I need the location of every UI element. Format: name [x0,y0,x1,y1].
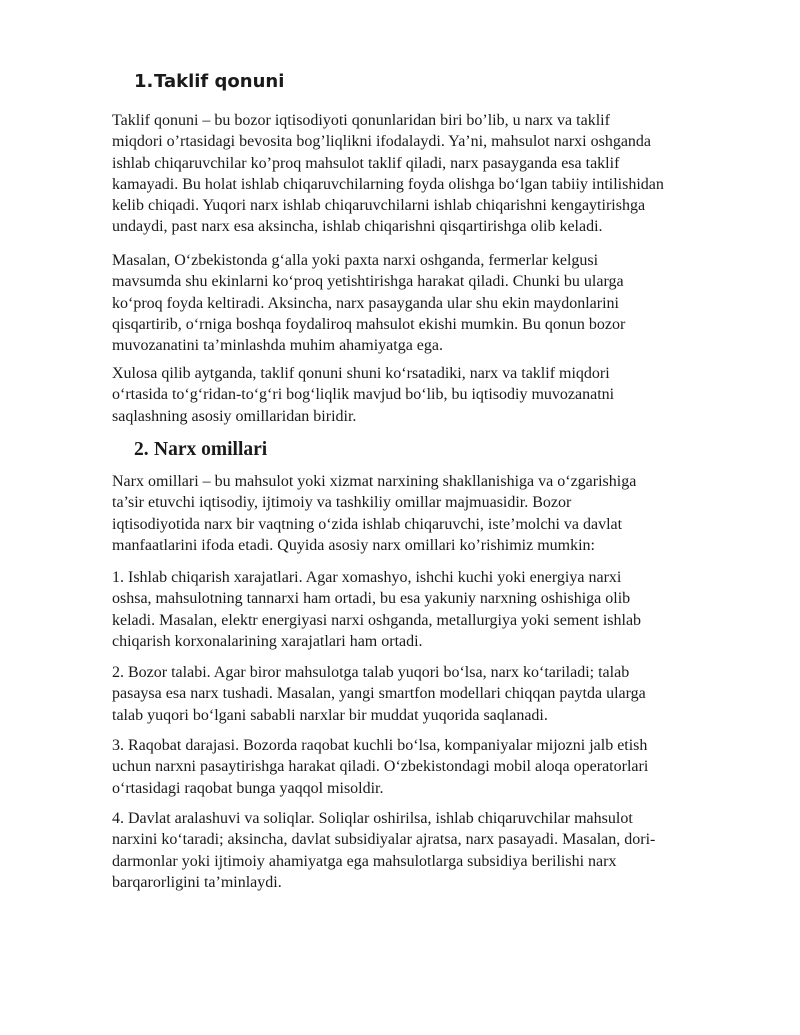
text-line: talab yuqori bo‘lgani sababli narxlar bir muddat yuqorida saqlanadi. [112,706,548,724]
text-line: pasaysa esa narx tushadi. Masalan, yangi smartfon modellari chiqqan paytda ularga [112,685,646,703]
text-line: Masalan, O‘zbekistonda g‘alla yoki paxta narxi oshganda, fermerlar kelgusi [112,252,599,269]
section-2-paragraph-1 [112,471,736,556]
text-line: Narx omillari – bu mahsulot yoki xizmat narxining shakllanishiga va o‘zgarishiga [112,473,637,490]
text-line: undaydi, past narx esa aksincha, ishlab chiqarishni qisqartirishga olib keladi. [112,218,603,236]
text-line: 1. Ishlab chiqarish xarajatlari. Agar xomashyo, ishchi kuchi yoki energiya narxi [112,569,622,586]
section-2-paragraph-5 [112,808,736,893]
text-line: ishlab chiqaruvchilar ko’proq mahsulot taklif qiladi, narx pasayganda esa taklif [112,154,620,172]
text-line: uchun narxni pasaytirishga harakat qiladi. O‘zbekistondagi mobil aloqa operatorlari [112,758,649,776]
text-line: qisqartirib, o‘rniga boshqa foydaliroq mahsulot ekishi mumkin. Bu qonun bozor [112,315,626,333]
text-line: barqarorligini ta’minlaydi. [112,873,282,891]
text-line: o‘rtasidagi raqobat bunga yaqqol misoldir. [112,779,384,797]
text-line: muvozanatini ta’minlashda muhim ahamiyatga ega. [112,337,444,355]
text-line: kamayadi. Bu holat ishlab chiqaruvchilarning foyda olishga bo‘lgan tabiiy intilishidan [112,175,664,193]
text-line: Taklif qonuni – bu bozor iqtisodiyoti qonunlaridan biri bo’lib, u narx va taklif [112,112,610,129]
text-line: kelib chiqadi. Yuqori narx ishlab chiqaruvchilarni ishlab chiqarishni kengaytirishga [112,197,646,215]
text-line: narxini ko‘taradi; aksincha, davlat subsidiyalar ajratsa, narx pasayadi. Masalan, dori- [112,831,656,849]
section-1-heading [134,69,284,95]
text-line: miqdori o’rtasidagi bevosita bog’liqlikni ifodalaydi. Ya’ni, mahsulot narxi oshganda [112,133,652,151]
text-line: ta’sir etuvchi iqtisodiy, ijtimoiy va tashkiliy omillar majmuasidir. Bozor [112,494,572,512]
section-1-paragraph-1 [112,110,736,238]
section-1-paragraph-2 [112,250,736,356]
text-line: Xulosa qilib aytganda, taklif qonuni shuni ko‘rsatadiki, narx va taklif miqdori [112,365,610,382]
text-line: chiqarish korxonalarining xarajatlari ham ortadi. [112,632,423,650]
section-2-paragraph-4 [112,735,736,799]
text-line: 2. Bozor talabi. Agar biror mahsulotga talab yuqori bo‘lsa, narx ko‘tariladi; talab [112,664,630,681]
text-line: oshsa, mahsulotning tannarxi ham ortadi, bu esa yakuniy narxning oshishiga olib [112,590,631,608]
text-line: saqlashning asosiy omillaridan biridir. [112,407,357,425]
text-line: o‘rtasida to‘g‘ridan-to‘g‘ri bog‘liqlik mavjud bo‘lib, bu iqtisodiy muvozanatni [112,386,615,404]
section-2-paragraph-3 [112,662,736,726]
text-line: mavsumda shu ekinlarni ko‘proq yetishtirishga harakat qiladi. Chunki bu ularga [112,273,624,291]
text-line: ko‘proq foyda keltiradi. Aksincha, narx pasayganda ular shu ekin maydonlarini [112,294,619,312]
section-2-number: 2. [134,439,149,460]
section-2-title: Narx omillari [154,439,268,460]
section-2-paragraph-2 [112,567,736,652]
text-line: iqtisodiyotida narx bir vaqtning o‘zida ishlab chiqaruvchi, iste’molchi va davlat [112,515,623,533]
text-line: darmonlar yoki ijtimoiy ahamiyatga ega mahsulotlarga subsidiya berilishi narx [112,852,617,870]
text-line: 3. Raqobat darajasi. Bozorda raqobat kuchli bo‘lsa, kompaniyalar mijozni jalb etish [112,737,648,754]
text-line: manfaatlarini ifoda etadi. Quyida asosiy narx omillari ko’rishimiz mumkin: [112,536,595,554]
text-line: keladi. Masalan, elektr energiyasi narxi oshganda, metallurgiya yoki sement ishlab [112,611,642,629]
section-1-title: Taklif qonuni [154,71,285,92]
text-line: 4. Davlat aralashuvi va soliqlar. Soliqlar oshirilsa, ishlab chiqaruvchilar mahsulot [112,810,633,827]
section-2-heading [134,437,267,463]
section-1-number: 1. [134,71,154,92]
section-1-paragraph-3 [112,363,736,427]
